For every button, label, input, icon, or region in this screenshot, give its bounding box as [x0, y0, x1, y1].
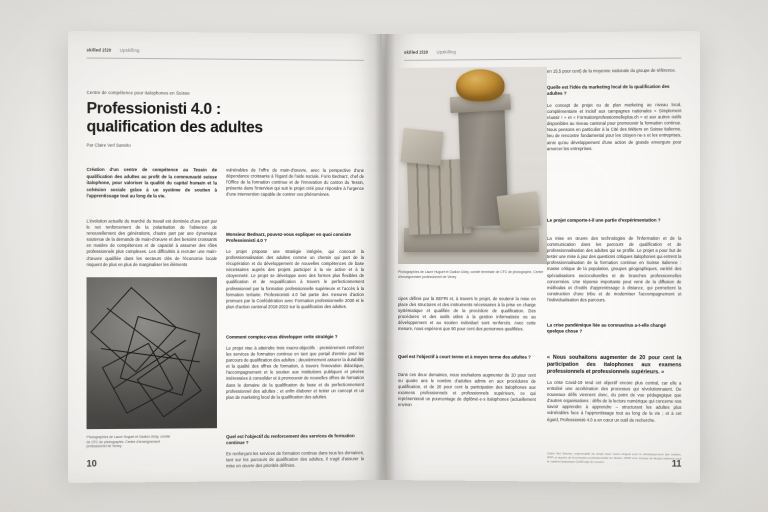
right-col2-para3: La mise en œuvre des technologies de l'information et de la communication dans les parcours de qualification et de professionnalisation des adultes qui se profile. Le projet a pour but de tester une mise à jour des questions critiques italophones qui entrent la professionnalisation de la formation continue en Suisse italienne : masse critique de la population, groupes géographiques, variété des spécialisations socioculturelles et de branches professionnelles concernées. Une réponse importante peut venir de la diffusion de méthodes et d'outils d'apprentissage à distance, qui permettent la construction d'une tribu et de moderniser l'accompagnement et l'individualisation des parcours.	[546, 235, 682, 303]
left-col1-para2: Le projet vise à atteindre trois macro-objectifs : premièrement renforcer les services de formation continue en tant que portail d'entrée pour les parcours de qualification des adultes ; deuxièmement assurer la durabilité et la qualité des offres de formation, à travers l'innovation didactique, l'accompagnement et le soutien aux institutions publiques et privées intéressées à consolider et à promouvoir de nouvelles offres de formation dans le domaine de la qualification de base et du perfectionnement professionnel des adultes ; et enfin élaborer et tester un concept et un plan de marketing local de la qualification des adultes.	[226, 345, 364, 400]
right-col2-subhead-2: Le projet comporte-t-il une partie d'expérimentation ?	[546, 217, 661, 223]
left-runhead-section: Upskilling	[119, 47, 140, 53]
pull-quote: « Nous souhaitons augmenter de 20 pour cent la participation des italophones aux examens professionnels et professionnels supérieurs. »	[546, 354, 682, 376]
right-col1-para2: Dans ces deux domaines, nous souhaitons augmenter de 20 pour cent ou quatre ans le nombre d'adultes admis en aux procédures de qualification, et de 20 pour cent la participation des italophones aux examens professionnels et professionnels supérieurs, ce qui représenterait un pourcentage de diplômé·e·s italophones (actuellement environ	[397, 372, 536, 408]
lead-paragraph: Création d'un centre de compétence au Tessin de qualification des adultes au profit de la communauté suisse italophone, pour valoriser la qualité du capital humain et la cohésion sociale grâce à un système de soutien à l'apprentissage tout au long de la vie.	[86, 166, 217, 199]
left-col2-para1: vulnérables de l'offre de main-d'œuvre, avec la perspective d'une dépendance croissante à l'égard de l'aide sociale. Furio Bednarz, chef de l'Office de la formation continue et de l'innovation du canton du Tessin, présente dans l'interview qui suit le projet créé pour répondre à l'urgence d'une intervention capable de contrer ces phénomènes.	[226, 167, 364, 198]
right-col2-para2: Le concept de projet ou de plan marketing au niveau local, complémentaire et incisif aux campagnes nationales « Simplement réussir ! » et « Formationprofessionnelleplus.ch » et aux autres outils disponibles au niveau cantonal pour promouvoir la formation continue. Nous pensons en particulier à la Cité des Métiers en Suisse italienne, lieu de rencontre fondamental pour les citoyen·ne·s et les entreprises, ainsi qu'au développement d'une action de grande envergure pour amorcer les entreprises.	[546, 102, 682, 151]
page-title-line1: Professionisti 4.0 :	[86, 100, 221, 119]
right-col1-para1: cipes définis par la SEFRI et, à travers le projet, de soutenir la mise en place des structures et des instruments nécessaires à la prise en charge systématique et qualifiée de la procédure de qualification. Des procédures et des outils utiles à la gestion informatisée ou au développement et au soutien individuel sont renforcés. Avec cette mesure, nous espérons que 90 pour cent des personnes qualifiées.	[397, 296, 536, 332]
right-col2-para1: en 15,5 pour cent) de la moyenne nationale du groupe de référence.	[546, 67, 676, 74]
left-col2-para2: Le projet propose une stratégie intégrée, qui concourt la professionnalisation des adultes comme un chemin qui part de la récupération et du développement de nouvelles compétences de base nécessaires auprès des projets participer à la vie active et à la citoyenneté. Le projet se développe avec des formes plus flexibles de qualification et de requalification à travers le perfectionnement professionnel par la formation professionnelle supérieure et l'accès à la formation tertiaire. Professionisti 4.0 fait partie des mesures d'action promues par la Confédération avec Formation professionnelle 2030 et le plan d'action cantonal 2018-2022 sur la qualification des adultes.	[226, 248, 364, 310]
byline: Par Claire Verl Sanvito	[86, 142, 131, 148]
left-col1-para1: L'évolution actuelle du marché du travail est dominée d'une part par le net renforcement de la polarisation de l'absence de renouvellement des générations, d'autre part par une dynamique soutenue de la demande de main-d'œuvre et des besoins croissants en matière de compétences et de capacité à assumer des rôles professionnels plus complexes. Les difficultés à recruter une main-d'œuvre qualifiée dans les secteurs clés de l'économie locale risquent de plus en plus de marginaliser les éléments	[86, 218, 217, 267]
left-folio: 10	[86, 458, 97, 469]
right-footnote: Claire Veri Sanvito, responsable de projet avec Laure Huguet pour le développement des métiers, IFFP, et auprès de la formation professionnelle du Tessin, l'IFFP et le Groupe de langue italienne pour le matériel didactique GLIMI agit de concert.	[546, 451, 682, 465]
right-runhead-brand: skilled 2/20	[404, 49, 429, 55]
left-kicker: Centre de compétence pour italophones en Suisse	[86, 89, 190, 96]
right-runhead-section: Upskilling	[436, 49, 457, 55]
right-photo-caption: Photographies de Laure Huguet et Gadion Uldry, comité terminale de CFC de photographe, Centre d'enseignement professionnel de Vevey	[397, 270, 544, 279]
page-title-line2: qualification des adultes	[86, 118, 263, 137]
right-col2-subhead-1: Quelle est l'idée du marketing local de la qualification des adultes ?	[546, 83, 670, 97]
right-col2-para4: La crise Covid-19 rend cet objectif encore plus central, car elle a entraîné une accélération des processus qui révolutionnaient. De nouveaux défis viennent donc, du point de vue pédagogique que d'autres organisations : défis de la lecture numérique qui concerne nos savoir apprendre à apprendre – structurant les adultes plus vulnérables face à l'apprentissage tout au long de la vie ; et à cet égard, Professionisti 4.0 a en cœur un outil de recherche.	[546, 379, 682, 423]
left-photo-caption: Photographies de Laure Huguet et Gadion Uldry, comité de CFC de photographie, Centre d'enseignement professionnel de Vevey	[86, 434, 171, 449]
left-runhead-brand: skilled 2/20	[86, 47, 112, 53]
right-col2-subhead-3: La crise pandémique liée au coronavirus a-t-elle changé quelque chose ?	[546, 322, 666, 334]
right-col1-subhead-1: Quel est l'objectif à court terme et à moyen terme des adultes ?	[397, 354, 531, 360]
left-col1-para3: En renforçant les services de formation continue dans tous les domaines, tant sur les parcours de qualification des adultes, il s'agit d'assurer la mise en œuvre des priorités définies.	[226, 450, 364, 469]
left-col1-subhead-2: Quel est l'objectif du renforcement des services de formation continue ?	[226, 433, 355, 446]
right-folio: 11	[671, 458, 682, 469]
left-col1-subhead-1: Comment comptez-vous développer cette stratégie ?	[226, 334, 338, 340]
left-col2-subhead-1: Monsieur Bednarz, pouvez-vous expliquer en quoi consiste Professionisti 4.0 ?	[226, 231, 351, 244]
